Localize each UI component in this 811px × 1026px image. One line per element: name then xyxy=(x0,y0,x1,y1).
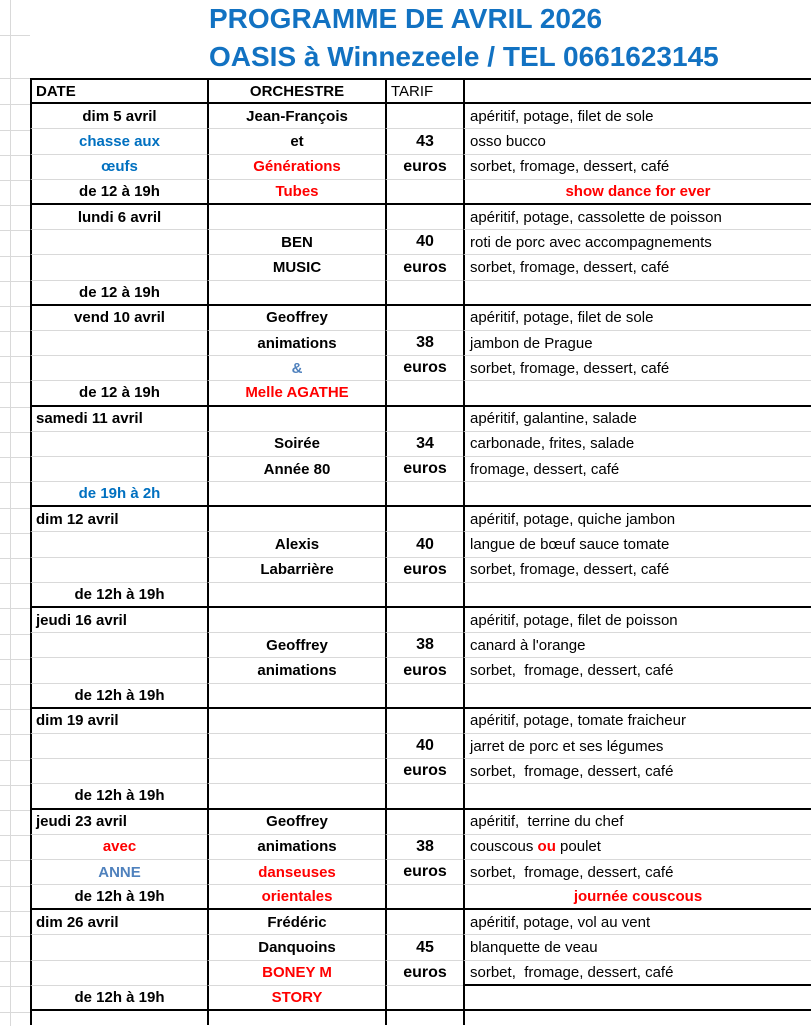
orchestre-cell[interactable] xyxy=(207,734,385,759)
orchestre-cell[interactable] xyxy=(207,608,385,633)
orchestre-cell[interactable] xyxy=(207,255,385,280)
orchestre-cell[interactable] xyxy=(207,684,385,709)
margin-gridline xyxy=(0,382,30,383)
cell-text: sorbet, fromage, dessert, café xyxy=(470,762,674,780)
cell-text: Geoffrey xyxy=(266,309,328,327)
cell-text: euros xyxy=(403,963,447,981)
cell-text: blanquette de veau xyxy=(470,939,598,957)
cell-text: de 19h à 2h xyxy=(78,485,161,503)
date-cell[interactable] xyxy=(30,961,207,986)
cell-text: de 12h à 19h xyxy=(74,686,165,704)
orchestre-cell[interactable] xyxy=(207,482,385,507)
cell-text: sorbet, fromage, dessert, café xyxy=(470,561,670,579)
orchestre-cell[interactable] xyxy=(207,356,385,381)
menu-cell[interactable] xyxy=(463,532,811,557)
date-cell[interactable] xyxy=(30,381,207,406)
orchestre-cell[interactable] xyxy=(207,986,385,1011)
date-cell[interactable] xyxy=(30,482,207,507)
margin-gridline xyxy=(0,634,30,635)
date-cell[interactable] xyxy=(30,885,207,910)
cell-text: Frédéric xyxy=(267,913,327,931)
cell-text: de 12 à 19h xyxy=(79,384,160,402)
orchestre-cell[interactable] xyxy=(207,457,385,482)
tarif-cell[interactable] xyxy=(385,684,463,709)
tarif-cell[interactable] xyxy=(385,961,463,986)
margin-gridline xyxy=(0,155,30,156)
margin-gridline xyxy=(0,810,30,811)
menu-cell[interactable] xyxy=(463,658,811,683)
cell-text: 40 xyxy=(416,737,434,755)
column-header-orchestre[interactable]: ORCHESTRE xyxy=(207,78,385,104)
empty-cell[interactable] xyxy=(207,1011,385,1025)
tarif-cell[interactable] xyxy=(385,507,463,532)
cell-text: avec xyxy=(102,838,137,856)
cell-text: Année 80 xyxy=(263,460,331,478)
menu-cell[interactable] xyxy=(463,608,811,633)
menu-cell[interactable] xyxy=(463,230,811,255)
date-cell[interactable] xyxy=(30,230,207,255)
orchestre-cell[interactable] xyxy=(207,180,385,205)
cell-text: show dance for ever xyxy=(565,182,711,200)
orchestre-cell[interactable] xyxy=(207,910,385,935)
program-table xyxy=(30,78,811,1025)
cell-text: 43 xyxy=(416,132,434,150)
date-cell[interactable] xyxy=(30,910,207,935)
menu-cell[interactable] xyxy=(463,356,811,381)
menu-cell[interactable] xyxy=(463,633,811,658)
date-cell[interactable] xyxy=(30,784,207,809)
menu-cell[interactable] xyxy=(463,784,811,809)
margin-gridline xyxy=(0,457,30,458)
menu-cell[interactable] xyxy=(463,482,811,507)
cell-text: œufs xyxy=(101,158,138,176)
tarif-cell[interactable] xyxy=(385,885,463,910)
margin-gridline xyxy=(0,583,30,584)
cell-text: journée couscous xyxy=(573,888,703,906)
menu-cell[interactable] xyxy=(463,583,811,608)
tarif-cell[interactable] xyxy=(385,709,463,734)
cell-text: langue de bœuf sauce tomate xyxy=(470,536,670,554)
margin-gridline xyxy=(0,760,30,761)
cell-text: euros xyxy=(403,258,447,276)
date-cell[interactable] xyxy=(30,432,207,457)
margin-gridline xyxy=(0,986,30,987)
cell-text: Danquoins xyxy=(258,939,336,957)
cell-text: poulet xyxy=(555,838,601,856)
date-cell[interactable] xyxy=(30,835,207,860)
tarif-cell[interactable] xyxy=(385,759,463,784)
orchestre-cell[interactable] xyxy=(207,331,385,356)
date-cell[interactable] xyxy=(30,558,207,583)
margin-gridline xyxy=(0,1012,30,1013)
margin-gridline xyxy=(0,104,30,105)
margin-gridline xyxy=(0,432,30,433)
menu-cell[interactable] xyxy=(463,432,811,457)
cell-text: MUSIC xyxy=(272,259,322,277)
date-cell[interactable] xyxy=(30,129,207,154)
tarif-cell[interactable] xyxy=(385,180,463,205)
cell-text: de 12h à 19h xyxy=(74,787,165,805)
cell-text: ou xyxy=(537,838,556,856)
date-cell[interactable] xyxy=(30,986,207,1011)
cell-text: STORY xyxy=(271,988,323,1006)
date-cell[interactable] xyxy=(30,457,207,482)
tarif-cell[interactable] xyxy=(385,356,463,381)
margin-gridline xyxy=(0,180,30,181)
date-cell[interactable] xyxy=(30,532,207,557)
margin-gridline xyxy=(0,130,30,131)
cell-text: apéritif, potage, filet de sole xyxy=(470,107,654,125)
cell-text: dim 12 avril xyxy=(36,510,119,528)
cell-text: canard à l'orange xyxy=(470,636,586,654)
orchestre-cell[interactable] xyxy=(207,633,385,658)
date-cell[interactable] xyxy=(30,180,207,205)
date-cell[interactable] xyxy=(30,205,207,230)
menu-cell[interactable] xyxy=(463,810,811,835)
margin-gridline xyxy=(0,306,30,307)
margin-gridline xyxy=(0,936,30,937)
date-cell[interactable] xyxy=(30,331,207,356)
empty-cell[interactable] xyxy=(30,1011,207,1025)
menu-cell[interactable] xyxy=(463,331,811,356)
cell-text: 38 xyxy=(416,334,434,352)
orchestre-cell[interactable] xyxy=(207,835,385,860)
orchestre-cell[interactable] xyxy=(207,784,385,809)
cell-text: sorbet, fromage, dessert, café xyxy=(470,259,670,277)
orchestre-cell[interactable] xyxy=(207,381,385,406)
tarif-cell[interactable] xyxy=(385,331,463,356)
tarif-cell[interactable] xyxy=(385,407,463,432)
tarif-cell[interactable] xyxy=(385,935,463,960)
cell-text: jeudi 16 avril xyxy=(36,611,127,629)
cell-text: danseuses xyxy=(258,863,336,881)
tarif-cell[interactable] xyxy=(385,860,463,885)
orchestre-cell[interactable] xyxy=(207,961,385,986)
tarif-cell[interactable] xyxy=(385,104,463,129)
menu-cell[interactable] xyxy=(463,104,811,129)
cell-text: 34 xyxy=(416,434,434,452)
cell-text: orientales xyxy=(261,888,333,906)
date-cell[interactable] xyxy=(30,281,207,306)
tarif-cell[interactable] xyxy=(385,784,463,809)
tarif-cell[interactable] xyxy=(385,457,463,482)
margin-gridline xyxy=(0,482,30,483)
margin-gridline xyxy=(0,256,30,257)
cell-text: euros xyxy=(403,762,447,780)
menu-cell[interactable] xyxy=(463,684,811,709)
menu-cell[interactable] xyxy=(463,281,811,306)
menu-cell[interactable] xyxy=(463,935,811,960)
menu-cell[interactable] xyxy=(463,457,811,482)
cell-text: dim 5 avril xyxy=(82,107,157,125)
menu-cell[interactable] xyxy=(463,910,811,935)
margin-gridline xyxy=(0,860,30,861)
cell-text: Soirée xyxy=(274,435,320,453)
menu-cell[interactable] xyxy=(463,155,811,180)
cell-text: Alexis xyxy=(274,536,320,554)
orchestre-cell[interactable] xyxy=(207,532,385,557)
orchestre-cell[interactable] xyxy=(207,281,385,306)
margin-gridline xyxy=(0,558,30,559)
orchestre-cell[interactable] xyxy=(207,860,385,885)
margin-gridline xyxy=(0,331,30,332)
cell-text: carbonade, frites, salade xyxy=(470,435,635,453)
menu-cell[interactable] xyxy=(463,885,811,910)
date-cell[interactable] xyxy=(30,104,207,129)
cell-text: 38 xyxy=(416,636,434,654)
cell-text: osso bucco xyxy=(470,133,546,151)
cell-text: de 12 à 19h xyxy=(79,283,160,301)
orchestre-cell[interactable] xyxy=(207,759,385,784)
margin-gridline xyxy=(0,281,30,282)
tarif-cell[interactable] xyxy=(385,734,463,759)
menu-cell[interactable] xyxy=(463,507,811,532)
orchestre-cell[interactable] xyxy=(207,205,385,230)
tarif-cell[interactable] xyxy=(385,205,463,230)
cell-text: Générations xyxy=(253,158,341,176)
cell-text: Tubes xyxy=(275,182,319,200)
cell-text: jarret de porc et ses légumes xyxy=(470,737,664,755)
cell-text: Jean-François xyxy=(246,107,348,125)
cell-text: chasse aux xyxy=(79,133,160,151)
tarif-cell[interactable] xyxy=(385,658,463,683)
cell-text: BONEY M xyxy=(262,964,332,982)
cell-text: apéritif, galantine, salade xyxy=(470,410,637,428)
tarif-cell[interactable] xyxy=(385,608,463,633)
date-cell[interactable] xyxy=(30,583,207,608)
date-cell[interactable] xyxy=(30,684,207,709)
menu-cell[interactable] xyxy=(463,129,811,154)
cell-text: dim 19 avril xyxy=(36,712,119,730)
orchestre-cell[interactable] xyxy=(207,658,385,683)
cell-text: apéritif, potage, filet de poisson xyxy=(470,611,678,629)
date-cell[interactable] xyxy=(30,935,207,960)
orchestre-cell[interactable] xyxy=(207,583,385,608)
cell-text: sorbet, fromage, dessert, café xyxy=(470,662,674,680)
date-cell[interactable] xyxy=(30,155,207,180)
orchestre-cell[interactable] xyxy=(207,885,385,910)
menu-cell[interactable] xyxy=(463,180,811,205)
margin-gridline xyxy=(0,684,30,685)
margin-gridline xyxy=(0,961,30,962)
cell-text: apéritif, potage, vol au vent xyxy=(470,913,651,931)
orchestre-cell[interactable] xyxy=(207,432,385,457)
margin-gridline xyxy=(0,911,30,912)
cell-text: couscous xyxy=(470,838,538,856)
cell-text: jambon de Prague xyxy=(470,334,593,352)
left-margin-cells[interactable] xyxy=(0,0,30,1026)
date-cell[interactable] xyxy=(30,306,207,331)
cell-text: sorbet, fromage, dessert, café xyxy=(470,863,674,881)
margin-gridline xyxy=(0,709,30,710)
cell-text: samedi 11 avril xyxy=(36,410,143,428)
tarif-cell[interactable] xyxy=(385,583,463,608)
tarif-cell[interactable] xyxy=(385,558,463,583)
tarif-cell[interactable] xyxy=(385,230,463,255)
orchestre-cell[interactable] xyxy=(207,709,385,734)
tarif-cell[interactable] xyxy=(385,986,463,1011)
margin-gridline xyxy=(0,356,30,357)
cell-text: dim 26 avril xyxy=(36,913,119,931)
menu-cell[interactable] xyxy=(463,381,811,406)
margin-gridline xyxy=(0,608,30,609)
tarif-cell[interactable] xyxy=(385,129,463,154)
tarif-cell[interactable] xyxy=(385,532,463,557)
cell-text: euros xyxy=(403,863,447,881)
tarif-cell[interactable] xyxy=(385,381,463,406)
cell-text: BEN xyxy=(281,233,313,251)
column-header-tarif[interactable]: TARIF xyxy=(385,78,463,104)
cell-text: 45 xyxy=(416,938,434,956)
tarif-cell[interactable] xyxy=(385,633,463,658)
cell-text: et xyxy=(290,133,304,151)
cell-text: de 12h à 19h xyxy=(74,585,165,603)
menu-cell[interactable] xyxy=(463,986,811,1011)
page-subtitle[interactable]: OASIS à Winnezeele / TEL 0661623145 xyxy=(209,41,719,72)
orchestre-cell[interactable] xyxy=(207,558,385,583)
menu-cell[interactable] xyxy=(463,558,811,583)
date-cell[interactable] xyxy=(30,633,207,658)
date-cell[interactable] xyxy=(30,734,207,759)
page-title[interactable]: PROGRAMME DE AVRIL 2026 xyxy=(209,3,603,34)
cell-text: & xyxy=(291,359,303,377)
orchestre-cell[interactable] xyxy=(207,507,385,532)
margin-gridline xyxy=(0,533,30,534)
cell-text: apéritif, potage, cassolette de poisson xyxy=(470,208,722,226)
cell-text: apéritif, terrine du chef xyxy=(470,813,624,831)
cell-text: animations xyxy=(257,334,337,352)
margin-gridline xyxy=(0,785,30,786)
tarif-cell[interactable] xyxy=(385,482,463,507)
tarif-cell[interactable] xyxy=(385,255,463,280)
tarif-cell[interactable] xyxy=(385,155,463,180)
margin-gridline xyxy=(0,205,30,206)
menu-cell[interactable] xyxy=(463,759,811,784)
margin-gridline xyxy=(0,230,30,231)
cell-text: euros xyxy=(403,560,447,578)
margin-gridline xyxy=(0,508,30,509)
date-cell[interactable] xyxy=(30,407,207,432)
cell-text: sorbet, fromage, dessert, café xyxy=(470,359,670,377)
cell-text: roti de porc avec accompagnements xyxy=(470,233,712,251)
date-cell[interactable] xyxy=(30,507,207,532)
margin-gridline xyxy=(0,35,30,36)
cell-text: apéritif, potage, filet de sole xyxy=(470,309,654,327)
menu-cell[interactable] xyxy=(463,255,811,280)
tarif-cell[interactable] xyxy=(385,910,463,935)
cell-text: lundi 6 avril xyxy=(77,208,162,226)
margin-gridline xyxy=(0,886,30,887)
orchestre-cell[interactable] xyxy=(207,306,385,331)
tarif-cell[interactable] xyxy=(385,810,463,835)
cell-text: fromage, dessert, café xyxy=(470,460,620,478)
column-header-date[interactable]: DATE xyxy=(30,78,207,104)
cell-text: sorbet, fromage, dessert, café xyxy=(470,963,674,981)
column-header-menu[interactable] xyxy=(463,78,811,104)
empty-cell[interactable] xyxy=(385,1011,463,1025)
cell-text: jeudi 23 avril xyxy=(36,813,127,831)
menu-cell[interactable] xyxy=(463,306,811,331)
cell-text: animations xyxy=(257,838,337,856)
date-cell[interactable] xyxy=(30,356,207,381)
date-cell[interactable] xyxy=(30,608,207,633)
orchestre-cell[interactable] xyxy=(207,104,385,129)
date-cell[interactable] xyxy=(30,759,207,784)
margin-gridline xyxy=(0,78,30,79)
date-cell[interactable] xyxy=(30,860,207,885)
cell-text: animations xyxy=(257,662,337,680)
margin-gridline xyxy=(0,734,30,735)
cell-text: de 12 à 19h xyxy=(79,182,160,200)
tarif-cell[interactable] xyxy=(385,306,463,331)
menu-cell[interactable] xyxy=(463,734,811,759)
orchestre-cell[interactable] xyxy=(207,407,385,432)
menu-cell[interactable] xyxy=(463,860,811,885)
cell-text: 40 xyxy=(416,233,434,251)
date-cell[interactable] xyxy=(30,255,207,280)
menu-cell[interactable] xyxy=(463,835,811,860)
cell-text: 40 xyxy=(416,535,434,553)
cell-text: Labarrière xyxy=(260,561,334,579)
date-cell[interactable] xyxy=(30,709,207,734)
orchestre-cell[interactable] xyxy=(207,935,385,960)
orchestre-cell[interactable] xyxy=(207,810,385,835)
cell-text: apéritif, potage, tomate fraicheur xyxy=(470,712,686,730)
margin-gridline xyxy=(0,659,30,660)
menu-cell[interactable] xyxy=(463,205,811,230)
cell-text: euros xyxy=(403,460,447,478)
orchestre-cell[interactable] xyxy=(207,129,385,154)
menu-cell[interactable] xyxy=(463,709,811,734)
cell-text: euros xyxy=(403,359,447,377)
tarif-cell[interactable] xyxy=(385,432,463,457)
cell-text: 38 xyxy=(416,837,434,855)
cell-text: de 12h à 19h xyxy=(74,988,165,1006)
tarif-cell[interactable] xyxy=(385,835,463,860)
date-cell[interactable] xyxy=(30,810,207,835)
cell-text: ANNE xyxy=(98,863,141,881)
margin-gridline xyxy=(0,835,30,836)
orchestre-cell[interactable] xyxy=(207,155,385,180)
cell-text: Geoffrey xyxy=(266,813,328,831)
cell-text: de 12h à 19h xyxy=(74,888,165,906)
menu-cell[interactable] xyxy=(463,961,811,986)
cell-text: Geoffrey xyxy=(266,636,328,654)
menu-cell[interactable] xyxy=(463,407,811,432)
cell-text: sorbet, fromage, dessert, café xyxy=(470,158,670,176)
date-cell[interactable] xyxy=(30,658,207,683)
cell-text: euros xyxy=(403,661,447,679)
empty-cell[interactable] xyxy=(463,1011,811,1025)
cell-text: vend 10 avril xyxy=(74,309,165,327)
cell-text: Melle AGATHE xyxy=(245,384,349,402)
cell-text: euros xyxy=(403,157,447,175)
cell-text: apéritif, potage, quiche jambon xyxy=(470,510,676,528)
tarif-cell[interactable] xyxy=(385,281,463,306)
margin-gridline xyxy=(0,407,30,408)
orchestre-cell[interactable] xyxy=(207,230,385,255)
